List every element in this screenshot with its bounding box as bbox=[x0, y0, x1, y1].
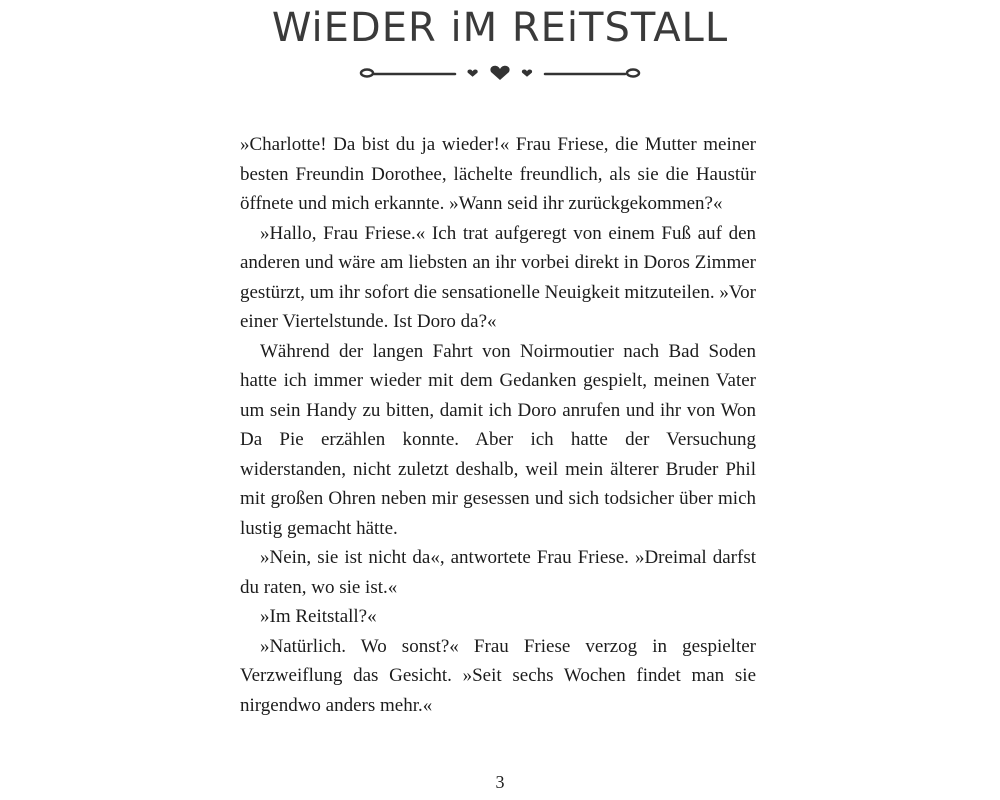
ornament-right-line bbox=[545, 70, 639, 77]
ornament-divider bbox=[355, 60, 645, 84]
heart-icon-center bbox=[490, 66, 509, 80]
paragraph: Während der langen Fahrt von Noirmoutier nach Bad Soden hatte ich immer wieder mit dem Gedanken gespielt, meinen Vater um sein Handy zu bitten, damit ich Doro anrufen und ihr von Won Da Pie erzählen konnte. Aber ich hatte der Versuchung widerstanden, nicht zuletzt deshalb, weil mein älterer Bruder Phil mit großen Ohren neben mir gesessen und sich todsicher über mich lustig gemacht hätte. bbox=[240, 340, 756, 539]
paragraph: »Nein, sie ist nicht da«, antwortete Frau Friese. »Dreimal darfst du raten, wo sie ist.« bbox=[240, 547, 756, 598]
paragraph: »Natürlich. Wo sonst?« Frau Friese verzog in gespielter Verzweiflung das Gesicht. »Seit sechs Wochen findet man sie nirgendwo anders mehr.« bbox=[240, 635, 756, 716]
heart-icon-right bbox=[522, 69, 532, 76]
heart-icon-left bbox=[467, 69, 477, 76]
chapter-title: WiEDER iM REiTSTALL bbox=[271, 5, 729, 51]
body-text bbox=[240, 130, 756, 720]
paragraph: »Im Reitstall?« bbox=[260, 606, 377, 627]
paragraph: »Charlotte! Da bist du ja wieder!« Frau Friese, die Mutter meiner besten Freundin Dorothee, lächelte freundlich, als sie die Haustür öffnete und mich erkannte. »Wann seid ihr zurückgekommen?« bbox=[240, 134, 756, 214]
ornament-left-line bbox=[361, 70, 455, 77]
paragraph: »Hallo, Frau Friese.« Ich trat aufgeregt von einem Fuß auf den anderen und wäre am liebsten an ihr vorbei direkt in Doros Zimmer gestürzt, um ihr sofort die sensationelle Neuigkeit mitzuteilen. »Vor einer Viertelstunde. Ist Doro da?« bbox=[240, 222, 756, 332]
page-number: 3 bbox=[495, 772, 505, 792]
